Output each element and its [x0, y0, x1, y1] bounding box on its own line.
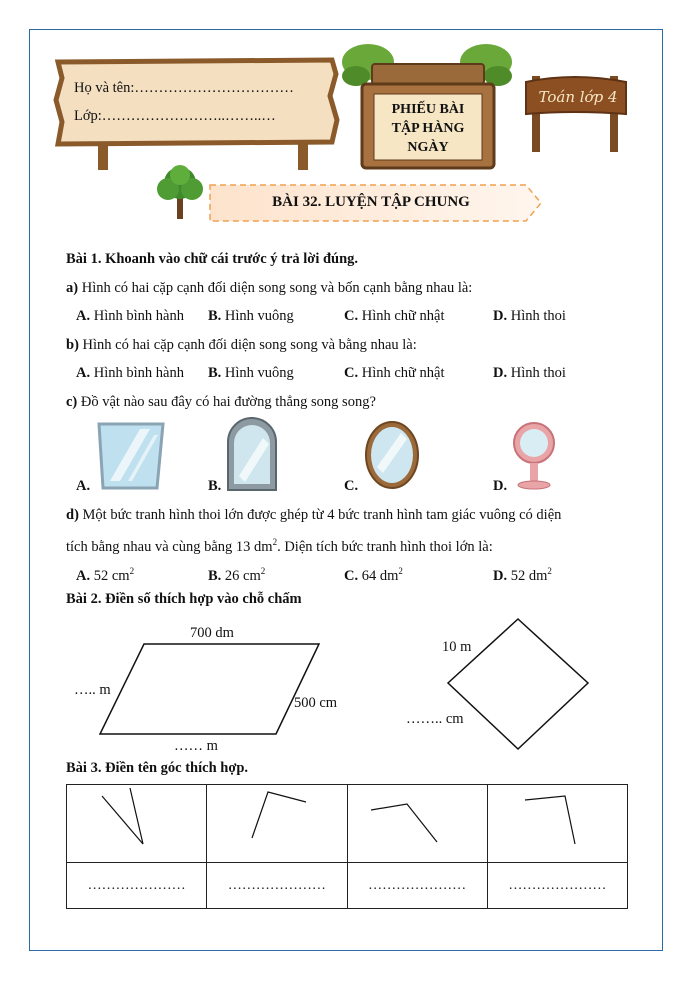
acute-angle-figure — [68, 786, 208, 856]
ex1-d-question-line2: tích bằng nhau và cùng bằng 13 $dm^2$. Diện tích bức tranh hình thoi lớn là: — [66, 537, 493, 555]
obtuse-angle-figure — [349, 786, 489, 856]
rhombus-figure — [442, 615, 592, 753]
parallelogram-right-label: 500 cm — [294, 695, 338, 711]
parallelogram-top-label: 700 dm — [190, 625, 234, 641]
ex1-b-question: b) Hình có hai cặp cạnh đối diện song song và bằng nhau là: — [66, 337, 417, 353]
angle-cell-acute — [67, 785, 207, 863]
grade-sign — [522, 70, 634, 154]
angle-answer-3[interactable]: ………………… — [347, 863, 487, 909]
ex1-d-question-line1: d) Một bức tranh hình thoi lớn được ghép từ 4 bức tranh hình tam giác vuông có diện — [66, 507, 562, 523]
ex1-c-option-b[interactable]: B. — [208, 478, 222, 494]
tree-icon — [154, 163, 206, 221]
ex1-b-option-d[interactable]: D. Hình thoi — [493, 365, 566, 381]
name-field-label: Họ và tên:…………………………… — [74, 80, 294, 96]
obtuse-angle-figure-2 — [489, 786, 629, 856]
ex1-d-option-c[interactable]: C. 64 $dm^2$ — [344, 566, 403, 584]
parallelogram-figure — [96, 640, 326, 740]
worksheet-title: PHIẾU BÀI TẬP HÀNG NGÀY — [391, 102, 465, 155]
parallelogram-left-blank[interactable]: ….. m — [74, 682, 111, 698]
ex1-a-option-a[interactable]: A. Hình bình hành — [76, 308, 184, 324]
ex2-title: Bài 2. Điền số thích hợp vào chỗ chấm — [66, 591, 302, 607]
ex1-a-option-d[interactable]: D. Hình thoi — [493, 308, 566, 324]
angle-cell-3 — [347, 785, 487, 863]
grade-label: Toán lớp 4 — [538, 88, 618, 106]
ex1-a-option-c[interactable]: C. Hình chữ nhật — [344, 308, 445, 324]
ex1-b-option-a[interactable]: A. Hình bình hành — [76, 365, 184, 381]
trapezoid-mirror-icon[interactable] — [96, 421, 166, 491]
angle-cell-4 — [487, 785, 627, 863]
oval-mirror-icon[interactable] — [363, 419, 421, 491]
hand-mirror-icon[interactable] — [510, 419, 558, 491]
parallelogram-bottom-blank[interactable]: …… m — [174, 738, 218, 754]
ex1-title: Bài 1. Khoanh vào chữ cái trước ý trả lời đúng. — [66, 251, 359, 267]
ex1-a-option-b[interactable]: B. Hình vuông — [208, 308, 294, 324]
ex3-title: Bài 3. Điền tên góc thích hợp. — [66, 760, 249, 776]
angle-answer-2[interactable]: ………………… — [207, 863, 347, 909]
rhombus-left-blank[interactable]: …….. cm — [406, 711, 464, 727]
angle-answer-4[interactable]: ………………… — [487, 863, 627, 909]
ex1-d-option-d[interactable]: D. 52 $dm^2$ — [493, 566, 552, 584]
ex1-d-option-b[interactable]: B. 26 $cm^2$ — [208, 566, 266, 584]
angle-cell-2 — [207, 785, 347, 863]
ex1-a-question: a) Hình có hai cặp cạnh đối diện song song và bốn cạnh bằng nhau là: — [66, 280, 473, 296]
angles-table — [66, 784, 628, 909]
ex1-c-option-a[interactable]: A. — [76, 478, 91, 494]
class-field-label: Lớp:……………………..……..… — [74, 108, 276, 124]
lesson-title: BÀI 32. LUYỆN TẬP CHUNG — [272, 194, 470, 210]
ex1-b-option-b[interactable]: B. Hình vuông — [208, 365, 294, 381]
ex1-d-option-a[interactable]: A. 52 $cm^2$ — [76, 566, 135, 584]
ex1-b-option-c[interactable]: C. Hình chữ nhật — [344, 365, 445, 381]
ex1-c-option-c[interactable]: C. — [344, 478, 359, 494]
ex1-c-question: c) Đồ vật nào sau đây có hai đường thẳng song song? — [66, 394, 376, 410]
angle-answer-1[interactable]: ………………… — [67, 863, 207, 909]
arched-mirror-icon[interactable] — [225, 416, 279, 492]
acute-angle-figure-2 — [208, 786, 348, 856]
rhombus-top-label: 10 m — [442, 639, 472, 655]
ex1-c-option-d[interactable]: D. — [493, 478, 508, 494]
